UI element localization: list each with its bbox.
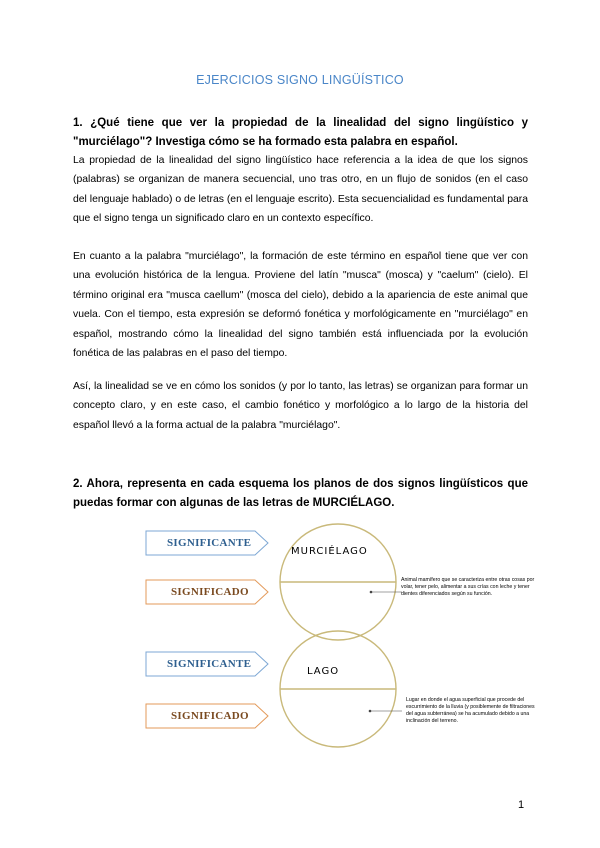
diagram-2-pointer-dot: [369, 710, 372, 713]
diagram-1-significante-label: SIGNIFICANTE: [167, 537, 252, 549]
page-number: 1: [518, 799, 525, 811]
diagram-1-significado-label: SIGNIFICADO: [171, 586, 249, 598]
question-1: 1. ¿Qué tiene que ver la propiedad de la linealidad del signo lingüístico y "murciélago"? Investiga cómo se ha formado esta palabra en español.: [73, 117, 528, 148]
diagram-2-significado-label: SIGNIFICADO: [171, 710, 249, 722]
diagram-1-significado-box: [145, 579, 269, 605]
answer-1-paragraph-1: La propiedad de la linealidad del signo lingüístico hace referencia a la idea de que los signos (palabras) se organizan de manera secuencial, uno tras otro, en un flujo de sonidos (en el caso del lenguaje hablado) o de letras (en el lenguaje escrito). Esta secuencialidad es fundamental para que el signo tenga un significado claro en un contexto específico.: [73, 155, 528, 225]
question-2: 2. Ahora, representa en cada esquema los planos de dos signos lingüísticos que puedas formar con algunas de las letras de MURCIÉLAGO.: [73, 478, 528, 509]
diagram-2-significante-label: SIGNIFICANTE: [167, 658, 252, 670]
diagram-2-definition: Lugar en donde el agua superficial que procede del escurrimiento de la lluvia (y posiblemente de filtraciones del agua subterránea) se ha acumulado debido a una inclinación del terreno.: [406, 697, 535, 724]
diagram-1-pointer-dot: [370, 591, 373, 594]
diagram-1-definition: Animal mamífero que se caracteriza entre otras cosas por volar, tener pelo, alimentar a sus crías con leche y tener dientes diferenciados según su función.: [401, 577, 535, 597]
page-title: EJERCICIOS SIGNO LINGÜÍSTICO: [196, 73, 404, 87]
diagram-1-word: MURCIÉLAGO: [291, 546, 368, 557]
diagram-2-significante-box: [145, 651, 269, 677]
diagram-2-significado-box: [145, 703, 269, 729]
answer-1-paragraph-3: Así, la linealidad se ve en cómo los sonidos (y por lo tanto, las letras) se organizan para formar un concepto claro, y en este caso, el cambio fonético y morfológico a lo largo de la historia del español llevó a la forma actual de la palabra "murciélago".: [73, 381, 528, 431]
answer-1-paragraph-2: En cuanto a la palabra "murciélago", la formación de este término en español tiene que ver con una evolución histórica de la lengua. Proviene del latín "musca" (mosca) y "caelum" (cielo). El término original era "musca caellum" (mosca del cielo), debido a la apariencia de este animal que vuela. Con el tiempo, esta expresión se deformó fonética y morfológicamente en "murciélago" en español, mostrando cómo la linealidad del signo también está influenciada por la evolución fonética de las palabras en el paso del tiempo.: [73, 251, 528, 360]
diagram-1-significante-box: [145, 530, 269, 556]
diagram-2-word: LAGO: [307, 666, 340, 677]
